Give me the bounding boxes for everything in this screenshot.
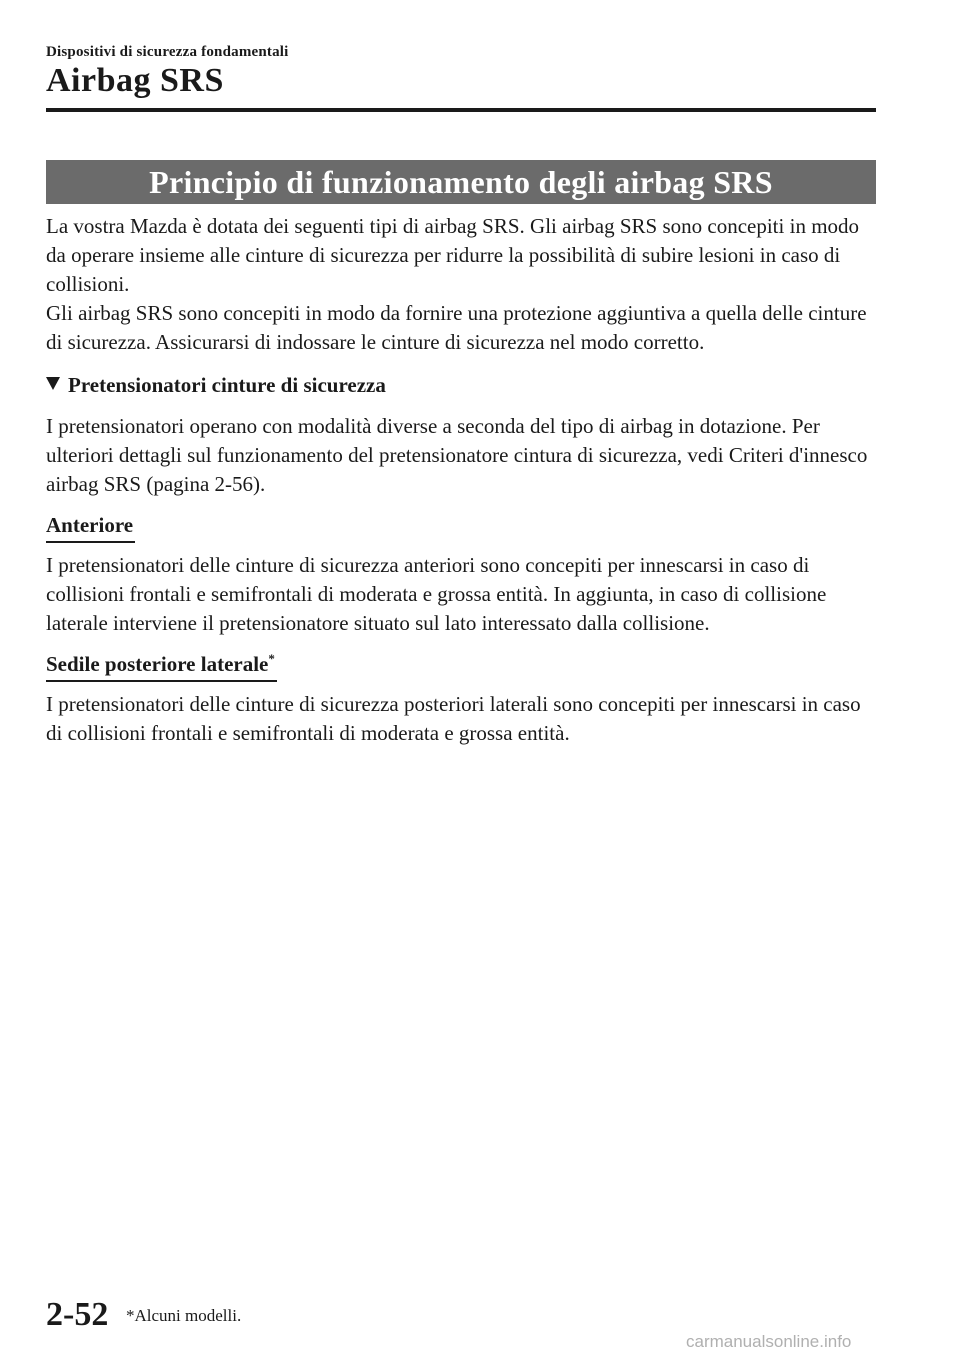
- watermark: carmanualsonline.info: [686, 1332, 852, 1351]
- section-label: Dispositivi di sicurezza fondamentali: [46, 44, 289, 60]
- pretensioners-paragraph: I pretensionatori operano con modalità diverse a seconda del tipo di airbag in dotazione. Per ulteriori dettagli sul funzionamento del pretensionatore cintura di sicurezza, vedi Criteri d'innesco airbag SRS (pagina 2-56).: [46, 414, 868, 496]
- front-heading: [46, 511, 876, 543]
- rear-heading-text: Sedile posteriore laterale: [46, 652, 269, 676]
- rear-paragraph: I pretensionatori delle cinture di sicurezza posteriori laterali sono concepiti per innescarsi in caso di collisioni frontali e semifrontali di moderata e grossa entità.: [46, 692, 861, 745]
- intro-paragraph-2: Gli airbag SRS sono concepiti in modo da fornire una protezione aggiuntiva a quella delle cinture di sicurezza. Assicurarsi di indossare le cinture di sicurezza nel modo corretto.: [46, 301, 867, 354]
- front-heading-text: Anteriore: [46, 511, 135, 543]
- section-banner: Principio di funzionamento degli airbag SRS: [46, 160, 876, 204]
- pretensioners-heading-text: Pretensionatori cinture di sicurezza: [68, 373, 386, 397]
- page-content: [46, 212, 876, 748]
- chapter-title: Airbag SRS: [46, 62, 224, 99]
- page-number: 2-52: [46, 1296, 109, 1333]
- asterisk-marker: *: [268, 651, 275, 666]
- rear-heading-underline: [46, 650, 277, 682]
- front-paragraph: I pretensionatori delle cinture di sicurezza anteriori sono concepiti per innescarsi in caso di collisioni frontali e semifrontali di moderata e grossa entità. In aggiunta, in caso di collisione laterale interviene il pretensionatore situato sul lato interessato dalla collisione.: [46, 553, 827, 635]
- footnote: *Alcuni modelli.: [126, 1306, 242, 1325]
- triangle-down-icon: [46, 377, 60, 390]
- header-rule: [46, 108, 876, 112]
- pretensioners-heading: [46, 371, 876, 400]
- intro-paragraph-1: La vostra Mazda è dotata dei seguenti tipi di airbag SRS. Gli airbag SRS sono concepiti in modo da operare insieme alle cinture di sicurezza per ridurre la possibilità di subire lesioni in caso di collisioni.: [46, 214, 860, 296]
- rear-heading: [46, 650, 876, 682]
